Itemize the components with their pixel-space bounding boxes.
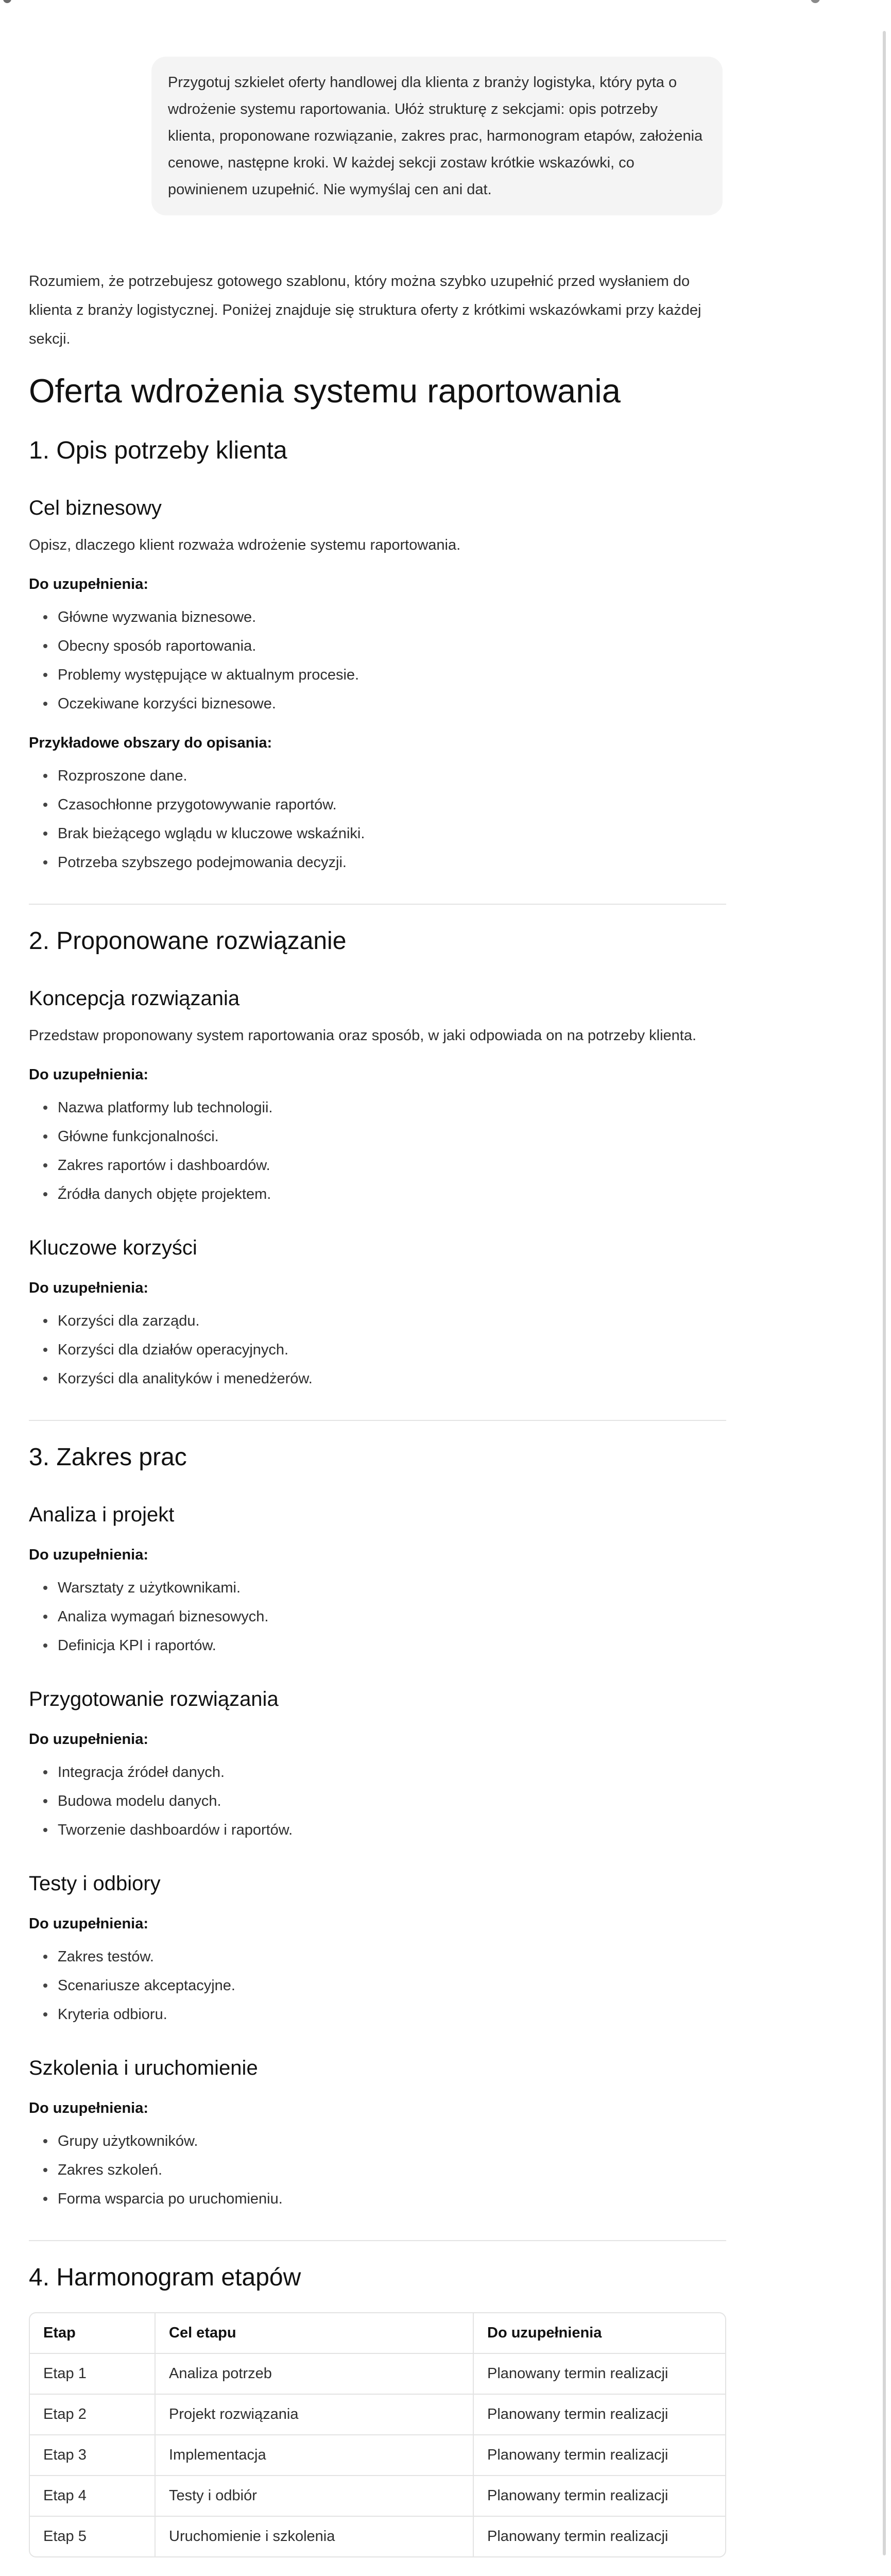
list-item: Główne wyzwania biznesowe.: [58, 603, 726, 632]
table-row: [30, 2435, 725, 2476]
list-item: Oczekiwane korzyści biznesowe.: [58, 689, 726, 718]
section-divider: [29, 1420, 726, 1421]
table-cell: Planowany termin realizacji: [474, 2435, 725, 2476]
list-item: Nazwa platformy lub technologii.: [58, 1093, 726, 1122]
table-cell: Testy i odbiór: [156, 2476, 474, 2517]
table-cell: Etap 4: [30, 2476, 156, 2517]
table-cell: Etap 5: [30, 2517, 156, 2556]
schedule-table: [29, 2312, 726, 2557]
list-item: Potrzeba szybszego podejmowania decyzji.: [58, 848, 726, 877]
section-divider: [29, 904, 726, 905]
list-item: Scenariusze akceptacyjne.: [58, 1971, 726, 2000]
fill-label: Do uzupełnienia:: [29, 1731, 148, 1748]
user-message: Przygotuj szkielet oferty handlowej dla klienta z branży logistyka, który pyta o wdrożenie systemu raportowania. Ułóż strukturę z sekcjami: opis potrzeby klienta, proponowane rozwiązanie, zakres prac, harmonogram etapów, założenia cenowe, następne kroki. W każdej sekcji zostaw krótkie wskazówki, co powinienem uzupełnić. Nie wymyślaj cen ani dat.: [151, 57, 723, 215]
offer-title: Oferta wdrożenia systemu raportowania: [29, 372, 621, 410]
fill-label: Do uzupełnienia:: [29, 1547, 148, 1563]
list-item: Źródła danych objęte projektem.: [58, 1180, 726, 1209]
table-cell: Uruchomienie i szkolenia: [156, 2517, 474, 2556]
table-cell: Planowany termin realizacji: [474, 2395, 725, 2435]
fill-label: Do uzupełnienia:: [29, 576, 148, 592]
section-heading: 2. Proponowane rozwiązanie: [29, 927, 347, 955]
list-item: Analiza wymagań biznesowych.: [58, 1602, 726, 1631]
section-heading: 3. Zakres prac: [29, 1444, 187, 1471]
fill-label: Do uzupełnienia:: [29, 1280, 148, 1296]
table-header-row: [30, 2313, 725, 2354]
list-item: Korzyści dla analityków i menedżerów.: [58, 1364, 726, 1393]
subsection-heading: Koncepcja rozwiązania: [29, 987, 240, 1010]
table-row: [30, 2476, 725, 2517]
table-cell: Planowany termin realizacji: [474, 2476, 725, 2517]
examples-label: Przykładowe obszary do opisania:: [29, 735, 272, 751]
section-description: Przedstaw proponowany system raportowania oraz sposób, w jaki odpowiada on na potrzeby klienta.: [29, 1027, 697, 1044]
table-row: [30, 2395, 725, 2435]
menu-icon[interactable]: [3, 0, 11, 3]
table-header: Cel etapu: [156, 2313, 474, 2354]
user-avatar-icon[interactable]: [811, 0, 820, 3]
list-item: Integracja źródeł danych.: [58, 1758, 726, 1787]
bullet-list: [29, 1573, 726, 1660]
fill-label: Do uzupełnienia:: [29, 1066, 148, 1083]
subsection-heading: Testy i odbiory: [29, 1872, 161, 1895]
table-cell: Etap 2: [30, 2395, 156, 2435]
table-cell: Implementacja: [156, 2435, 474, 2476]
bullet-list: [29, 603, 726, 718]
list-item: Grupy użytkowników.: [58, 2127, 726, 2156]
bullet-list: [29, 1942, 726, 2029]
table-cell: Etap 3: [30, 2435, 156, 2476]
section-heading: 4. Harmonogram etapów: [29, 2264, 301, 2291]
list-item: Rozproszone dane.: [58, 761, 726, 790]
table-row: [30, 2517, 725, 2556]
fill-label: Do uzupełnienia:: [29, 2100, 148, 2116]
list-item: Korzyści dla działów operacyjnych.: [58, 1335, 726, 1364]
list-item: Budowa modelu danych.: [58, 1787, 726, 1816]
bullet-list: [29, 2127, 726, 2213]
list-item: Forma wsparcia po uruchomieniu.: [58, 2184, 726, 2213]
subsection-heading: Cel biznesowy: [29, 497, 162, 519]
table-cell: Projekt rozwiązania: [156, 2395, 474, 2435]
list-item: Brak bieżącego wglądu w kluczowe wskaźniki.: [58, 819, 726, 848]
assistant-intro: Rozumiem, że potrzebujesz gotowego szablonu, który można szybko uzupełnić przed wysłaniem do klienta z branży logistycznej. Poniżej znajduje się struktura oferty z krótkimi wskazówkami przy każdej sekcji.: [29, 273, 701, 347]
list-item: Kryteria odbioru.: [58, 2000, 726, 2029]
table-cell: Planowany termin realizacji: [474, 2354, 725, 2395]
list-item: Czasochłonne przygotowywanie raportów.: [58, 790, 726, 819]
subsection-heading: Szkolenia i uruchomienie: [29, 2057, 258, 2079]
list-item: Korzyści dla zarządu.: [58, 1307, 726, 1335]
table-header: Etap: [30, 2313, 156, 2354]
list-item: Obecny sposób raportowania.: [58, 632, 726, 660]
list-item: Definicja KPI i raportów.: [58, 1631, 726, 1660]
list-item: Problemy występujące w aktualnym procesie.: [58, 660, 726, 689]
subsection-heading: Kluczowe korzyści: [29, 1236, 197, 1259]
table-cell: Etap 1: [30, 2354, 156, 2395]
subsection-heading: Analiza i projekt: [29, 1503, 175, 1526]
section-divider: [29, 2240, 726, 2241]
list-item: Zakres raportów i dashboardów.: [58, 1151, 726, 1180]
list-item: Zakres szkoleń.: [58, 2156, 726, 2184]
table-header: Do uzupełnienia: [474, 2313, 725, 2354]
subsection-heading: Przygotowanie rozwiązania: [29, 1688, 279, 1710]
section-description: Opisz, dlaczego klient rozważa wdrożenie systemu raportowania.: [29, 537, 461, 553]
bullet-list: [29, 1093, 726, 1209]
chat-thread: [29, 0, 726, 2576]
bullet-list: [29, 1758, 726, 1844]
fill-label: Do uzupełnienia:: [29, 1916, 148, 1932]
table-cell: Analiza potrzeb: [156, 2354, 474, 2395]
bullet-list: [29, 1307, 726, 1393]
table-cell: Planowany termin realizacji: [487, 2528, 669, 2545]
list-item: Warsztaty z użytkownikami.: [58, 1573, 726, 1602]
list-item: Zakres testów.: [58, 1942, 726, 1971]
list-item: Tworzenie dashboardów i raportów.: [58, 1816, 726, 1844]
list-item: Główne funkcjonalności.: [58, 1122, 726, 1151]
table-row: [30, 2354, 725, 2395]
bullet-list: [29, 761, 726, 877]
section-heading: 1. Opis potrzeby klienta: [29, 437, 287, 464]
scrollbar[interactable]: [883, 31, 886, 2555]
